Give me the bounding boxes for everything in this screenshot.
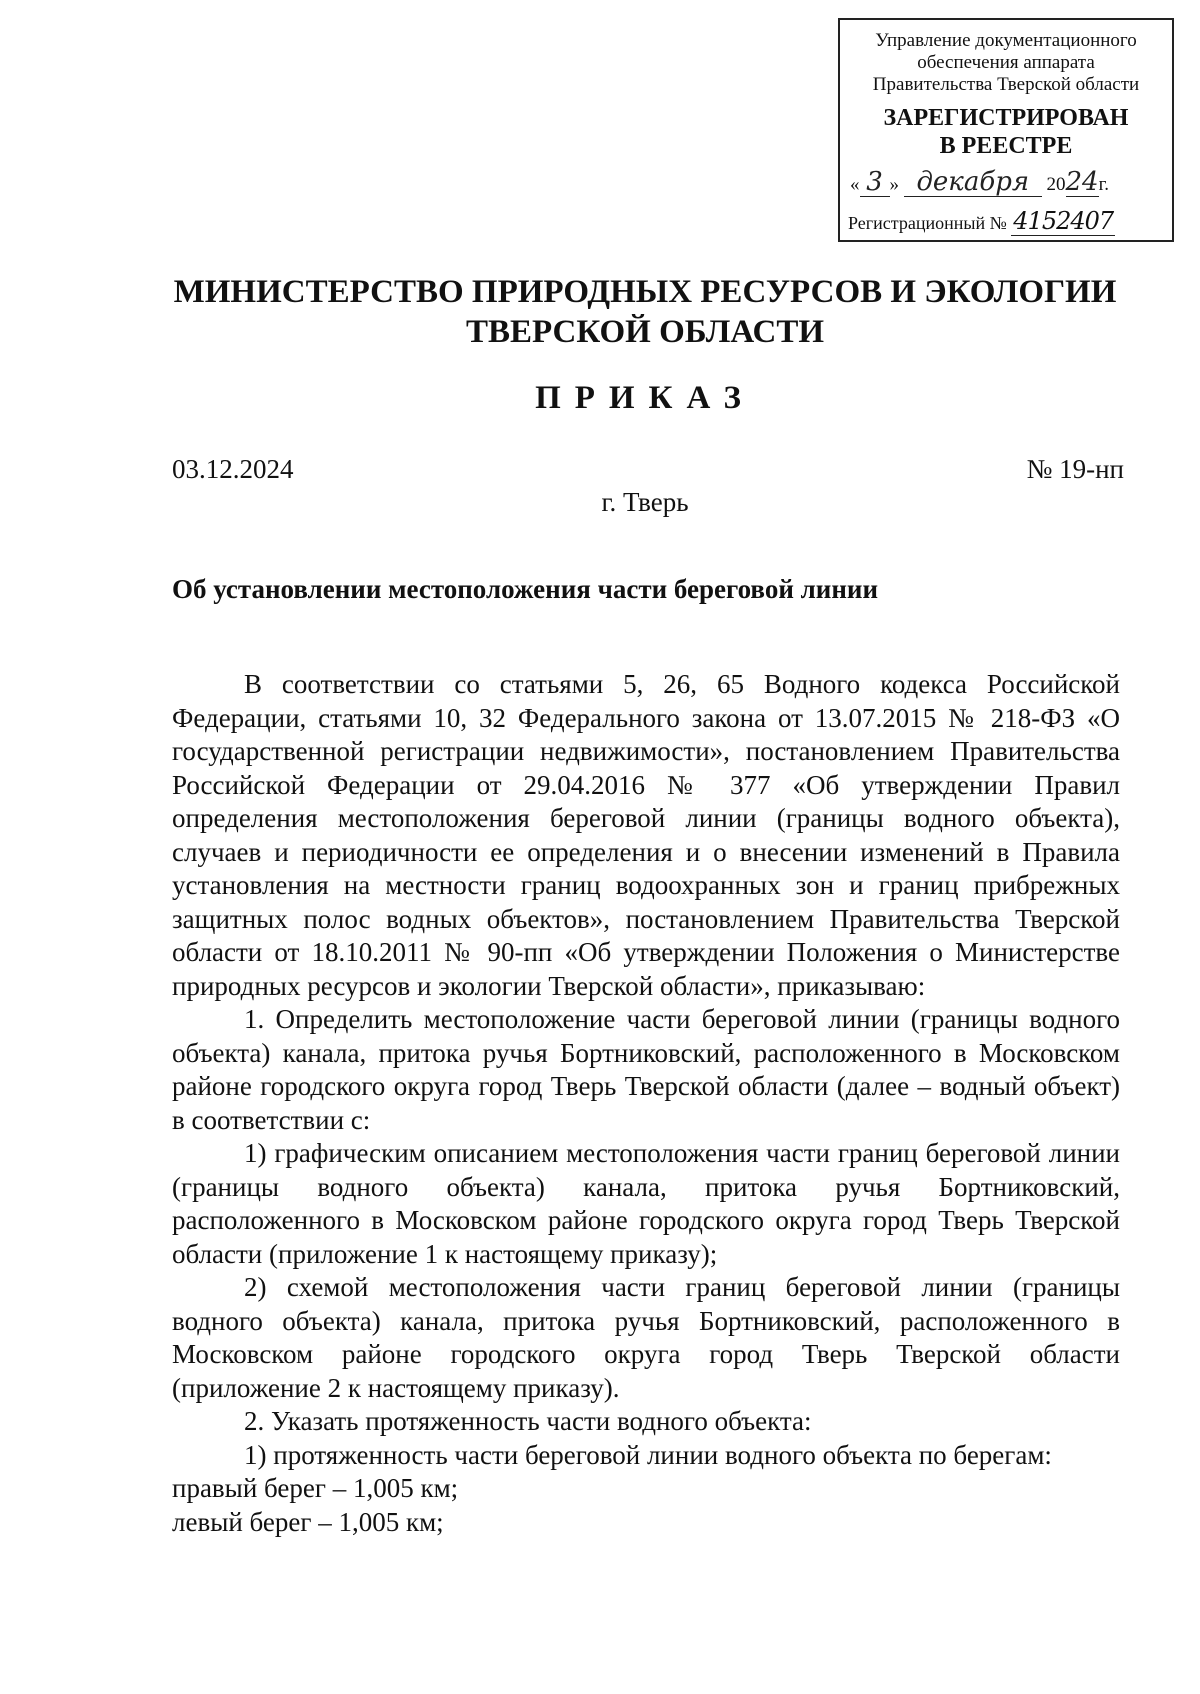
stamp-registered-1: ЗАРЕГИСТРИРОВАН [883,105,1129,131]
stamp-date-row: « 3 » декабря 2024г. [850,167,1109,197]
document-number: № 19-нп [1026,454,1124,484]
stamp-line-2: обеспечения аппарата [917,52,1095,73]
document-type: ПРИКАЗ [535,380,755,416]
stamp-month: декабря [904,168,1042,197]
ministry-line-2: ТВЕРСКОЙ ОБЛАСТИ [465,314,825,350]
stamp-year-prefix: 20 [1046,174,1066,195]
ministry-name [100,272,1190,352]
paragraph-item-1: 1. Определить местоположение части береговой линии (границы водного объекта) канала, притока ручья Бортниковский, расположенного в Московском районе городского округа город Тверь Тверской области (далее – водный объект) в соответствии с: [172,1004,1120,1135]
paragraph-left-bank: левый берег – 1,005 км; [172,1506,444,1537]
ministry-line-1: МИНИСТЕРСТВО ПРИРОДНЫХ РЕСУРСОВ И ЭКОЛОГИИ [173,274,1117,310]
paragraph-item-2-1: 1) протяженность части береговой линии водного объекта по берегам: [244,1439,1052,1470]
document-city: г. Тверь [601,487,689,517]
paragraph-item-2: 2. Указать протяженность части водного объекта: [244,1406,812,1436]
stamp-year-suffix: 24 [1065,167,1099,197]
stamp-reg-label: Регистрационный № [848,213,1007,233]
document-body [172,668,1120,1539]
stamp-day: 3 [860,168,890,197]
registration-stamp [838,18,1174,242]
stamp-registered-2: В РЕЕСТРЕ [939,133,1073,159]
paragraph-item-1-1: 1) графическим описанием местоположения части границ береговой линии (границы водного объекта) канала, притока ручья Бортниковский, расположенного в Московском районе городского округа город Тверь Тверской области (приложение 1 к настоящему приказу); [172,1138,1120,1269]
document-subject: Об установлении местоположения части береговой линии [172,574,879,604]
paragraph-preamble: В соответствии со статьями 5, 26, 65 Водного кодекса Российской Федерации, статьями 10, 32 Федерального закона от 13.07.2015 № 218-ФЗ «О государственной регистрации недвижимости», постановлением Правительства Российской Федерации от 29.04.2016 № 377 «Об утверждении Правил определения местоположения береговой линии (границы водного объекта), случаев и периодичности ее определения и о внесении изменений в Правила установления на местности границ водоохранных зон и границ прибрежных защитных полос водных объектов», постановлением Правительства Тверской области от 18.10.2011 № 90-пп «Об утверждении Положения о Министерстве природных ресурсов и экологии Тверской области», приказываю: [172,669,1120,1001]
stamp-line-1: Управление документационного [875,30,1137,51]
paragraph-right-bank: правый берег – 1,005 км; [172,1473,459,1503]
paragraph-item-1-2: 2) схемой местоположения части границ береговой линии (границы водного объекта) канала, притока ручья Бортниковский, расположенного в Московском районе городского округа город Тверь Тверской области (приложение 2 к настоящему приказу). [172,1272,1120,1403]
stamp-number-row [848,207,1172,240]
stamp-year-end: г. [1098,174,1109,195]
stamp-reg-number: 4152407 [1013,207,1114,235]
stamp-line-3: Правительства Тверской области [872,74,1140,95]
document-date: 03.12.2024 [172,454,294,484]
